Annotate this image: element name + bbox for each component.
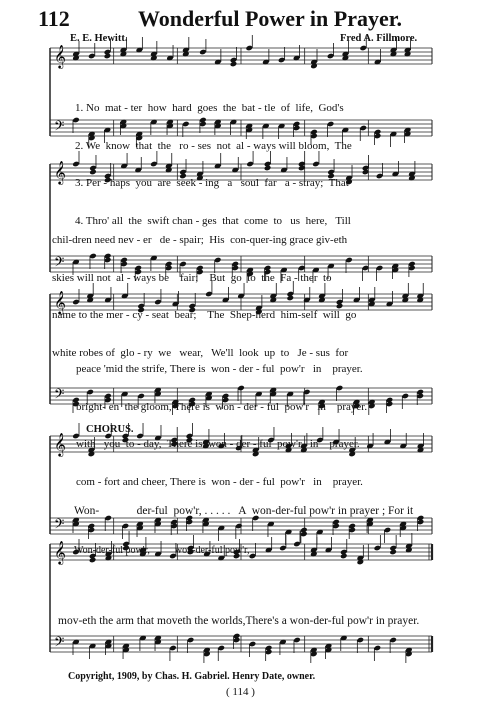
words-author: E. E. Hewitt. <box>70 33 128 44</box>
svg-text:𝄢: 𝄢 <box>54 516 65 535</box>
page-number: ( 114 ) <box>226 686 255 698</box>
lyric-line: mov-eth the arm that moveth the worlds,There's a won-der-ful pow'r in prayer. <box>58 615 420 627</box>
svg-text:𝄞: 𝄞 <box>54 290 66 314</box>
lyrics-system-3 <box>76 338 367 501</box>
lyric-line: skies will not al - ways be fair; But go to the Fa - ther to <box>52 271 332 284</box>
svg-text:𝄢: 𝄢 <box>54 386 65 405</box>
svg-text:𝄞: 𝄞 <box>54 44 66 68</box>
hymn-number: 112 <box>38 6 70 31</box>
lyric-line: 3. Per - haps you are seek - ing a soul far a - stray; That <box>75 177 349 189</box>
lyric-line: 4. Thro' all the swift chan - ges that come to us here, Till <box>75 214 351 227</box>
lyric-line: Won-der-ful pow'r, won-der-ful pow'r, <box>74 544 250 556</box>
lyric-line: chil-dren need nev - er de - spair; His con-quer-ing grace giv-eth <box>52 234 348 246</box>
lyric-line: peace 'mid the strife, There is won - der - ful pow'r in prayer. <box>76 363 363 375</box>
svg-text:𝄢: 𝄢 <box>54 254 65 273</box>
copyright-notice: Copyright, 1909, by Chas. H. Gabriel. Henry Date, owner. <box>68 671 316 682</box>
hymn-title: Wonderful Power in Prayer. <box>138 6 402 31</box>
svg-text:𝄞: 𝄞 <box>54 540 66 564</box>
svg-text:𝄞: 𝄞 <box>54 160 66 184</box>
svg-text:𝄢: 𝄢 <box>54 634 65 653</box>
lyric-line: com - fort and cheer, There is won - der - ful pow'r in prayer. <box>76 475 363 488</box>
lyric-line: bright- en the gloom, There is won - der - ful pow'r in prayer. <box>76 400 368 413</box>
lyric-line: 2. We know that the ro - ses not al - ways will bloom, The <box>75 139 352 152</box>
lyric-line: 1. No mat - ter how hard goes the bat - tle of life, God's <box>75 102 344 114</box>
lyric-line: with you to - day, There is won - der - ful pow'r in prayer. <box>76 438 360 450</box>
svg-text:𝄢: 𝄢 <box>54 118 65 137</box>
svg-text:𝄞: 𝄞 <box>54 432 66 456</box>
lyric-line: Won- der-ful pow'r, . . . . . A won-der-ful pow'r in prayer ; For it <box>74 505 414 517</box>
lyrics-system-4 <box>74 480 413 570</box>
chorus-label: CHORUS. <box>86 424 134 435</box>
lyrics-system-5 <box>58 590 419 640</box>
music-composer: Fred A. Fillmore. <box>340 33 418 44</box>
lyric-line: name to the mer - cy - seat bear; The Shep-herd him-self will go <box>52 309 357 321</box>
lyric-line: white robes of glo - ry we wear, We'll look up to Je - sus for <box>52 346 349 359</box>
